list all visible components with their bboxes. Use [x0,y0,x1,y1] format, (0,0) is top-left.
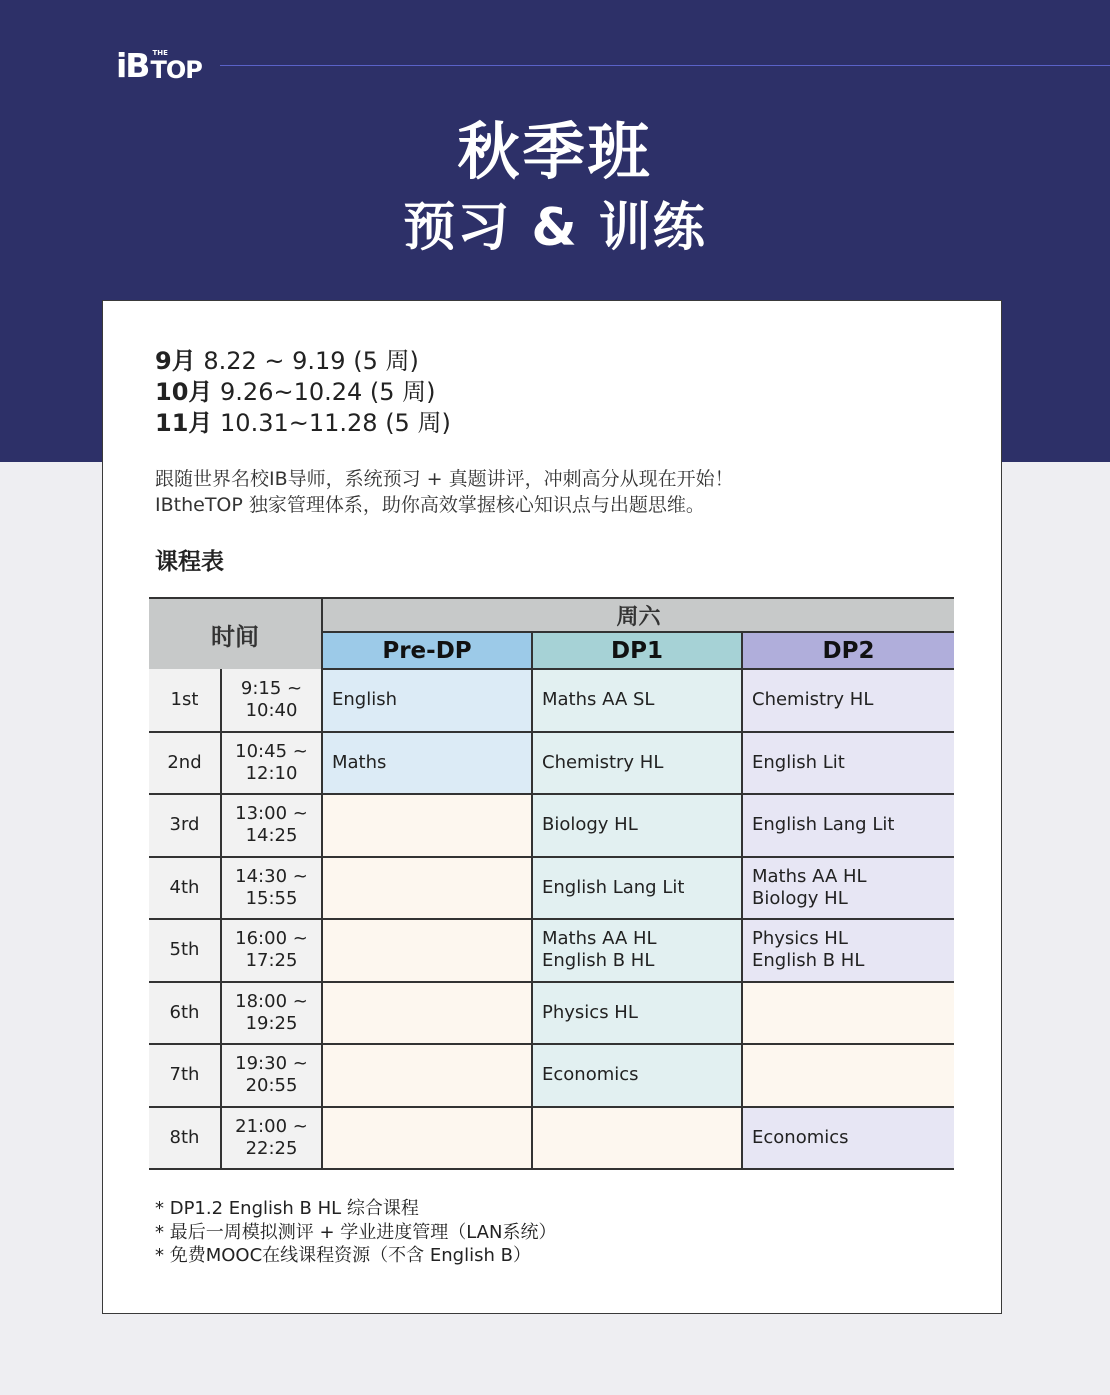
time-start: 14:30 ~ [235,865,308,887]
table-row [149,982,954,1045]
subject-name: Chemistry HL [752,689,874,711]
subject-cell-pre [322,1044,532,1107]
time-end: 14:25 [245,825,298,847]
logo-ib-text: iB [116,46,149,85]
subject-cell-dp1 [532,919,742,982]
table-row [149,919,954,982]
subject-name: English Lit [752,751,845,773]
page-title: 秋季班 [457,115,653,188]
logo-top-text: TOP [150,56,202,84]
period-cell: 5th [149,919,221,982]
column-header-dp2: DP2 [742,632,954,669]
schedule-heading: 课程表 [155,549,224,575]
page-subtitle: 预习 & 训练 [403,198,707,258]
info-card [102,300,1002,1314]
time-cell [221,1044,322,1107]
time-cell [221,732,322,795]
subject-name: Maths [332,751,387,773]
time-start: 9:15 ~ [240,677,303,699]
date-range: 9.26~10.24 (5 周) [212,378,436,406]
time-end: 17:25 [245,950,298,972]
subject-cell-dp1 [532,857,742,920]
subject-cell-pre [322,794,532,857]
date-month: 9月 [155,347,196,375]
footnotes [155,1197,556,1268]
subject-cell-dp2 [742,669,954,732]
subject-cell-dp2 [742,857,954,920]
time-start: 19:30 ~ [235,1053,308,1075]
day-header: 周六 [322,598,954,632]
period-cell: 3rd [149,794,221,857]
schedule-table [149,597,954,1170]
subject-cell-pre [322,857,532,920]
subject-name: Chemistry HL [542,751,664,773]
subject-cell-dp2 [742,982,954,1045]
date-month: 10月 [155,378,213,406]
subject-cell-dp1 [532,1107,742,1170]
time-end: 19:25 [245,1012,298,1034]
time-cell [221,794,322,857]
subject-name: Economics [752,1126,849,1148]
period-cell: 1st [149,669,221,732]
table-row [149,857,954,920]
time-cell [221,669,322,732]
logo-the-text: THE [152,49,168,57]
column-header-pre-dp: Pre-DP [322,632,532,669]
table-row [149,1044,954,1107]
subject-name: English Lang Lit [752,814,895,836]
subject-name: Economics [542,1064,639,1086]
subject-cell-dp1 [532,732,742,795]
time-start: 13:00 ~ [235,803,308,825]
table-row [149,669,954,732]
subject-cell-dp1 [532,1044,742,1107]
time-end: 12:10 [245,762,298,784]
logo-right [150,49,202,84]
subject-name: Maths AA SL [542,689,655,711]
subject-cell-pre [322,732,532,795]
period-cell: 4th [149,857,221,920]
footnote: * 最后一周模拟测评 + 学业进度管理（LAN系统） [155,1221,557,1243]
period-cell: 8th [149,1107,221,1170]
subject-name: English B HL [752,950,865,972]
time-start: 10:45 ~ [235,740,308,762]
time-cell [221,919,322,982]
footnote: * 免费MOOC在线课程资源（不含 English B） [155,1245,531,1266]
date-list [155,346,451,439]
subject-cell-dp2 [742,1107,954,1170]
time-start: 18:00 ~ [235,990,308,1012]
subject-cell-dp2 [742,919,954,982]
time-cell [221,857,322,920]
time-end: 22:25 [245,1137,298,1159]
subject-cell-pre [322,982,532,1045]
time-header: 时间 [149,598,322,669]
subject-cell-pre [322,919,532,982]
date-range: 8.22 ~ 9.19 (5 周) [195,347,419,375]
date-item [155,408,451,439]
period-cell: 2nd [149,732,221,795]
subject-cell-pre [322,1107,532,1170]
intro-text [155,466,734,518]
column-header-dp1: DP1 [532,632,742,669]
subject-name: English Lang Lit [542,876,685,898]
period-cell: 7th [149,1044,221,1107]
date-month: 11月 [155,409,213,437]
subject-name: Biology HL [542,814,638,836]
footnote: * DP1.2 English B HL 综合课程 [155,1198,419,1219]
date-item [155,346,451,377]
time-start: 21:00 ~ [235,1115,308,1137]
subject-cell-dp2 [742,1044,954,1107]
time-end: 20:55 [245,1075,298,1097]
ibthetop-logo [116,46,202,85]
subject-name: Maths AA HL [752,865,867,887]
subject-name: Physics HL [752,928,848,950]
subject-cell-dp1 [532,982,742,1045]
time-cell [221,982,322,1045]
table-row [149,794,954,857]
subject-cell-dp2 [742,794,954,857]
table-row [149,732,954,795]
time-cell [221,1107,322,1170]
intro-line: IBtheTOP 独家管理体系，助你高效掌握核心知识点与出题思维。 [155,494,705,516]
header-divider-line [220,65,1110,66]
period-cell: 6th [149,982,221,1045]
subject-cell-pre [322,669,532,732]
time-start: 16:00 ~ [235,928,308,950]
subject-cell-dp1 [532,669,742,732]
subject-name: Biology HL [752,887,848,909]
table-row [149,1107,954,1170]
time-end: 10:40 [245,699,298,721]
date-item [155,377,451,408]
subject-name: English B HL [542,950,655,972]
date-range: 10.31~11.28 (5 周) [212,409,451,437]
intro-line: 跟随世界名校IB导师，系统预习 + 真题讲评，冲刺高分从现在开始！ [155,468,734,490]
time-end: 15:55 [245,887,298,909]
subject-cell-dp1 [532,794,742,857]
subject-name: Physics HL [542,1001,638,1023]
subject-name: Maths AA HL [542,928,657,950]
subject-cell-dp2 [742,732,954,795]
subject-name: English [332,689,397,711]
